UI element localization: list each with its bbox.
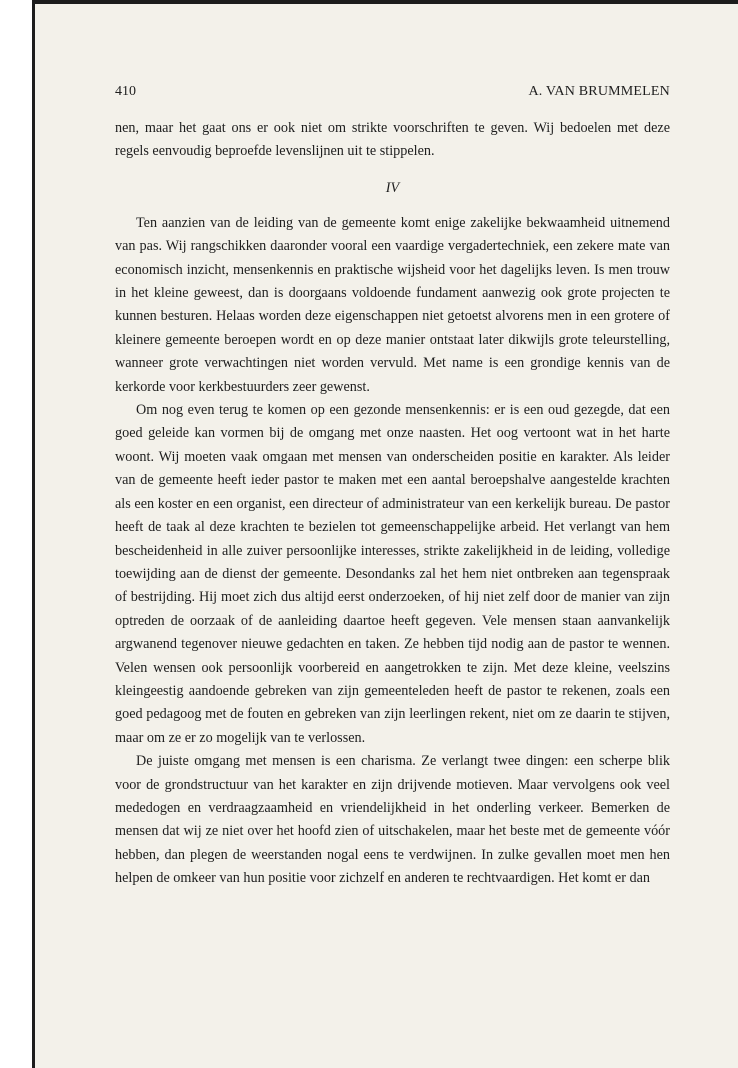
paragraph-continuation: nen, maar het gaat ons er ook niet om strikte voorschriften te geven. Wij bedoelen met deze regels eenvoudig beproefde levenslijnen uit te stippelen. — [115, 120, 670, 160]
paragraph-charisma: De juiste omgang met mensen is een charisma. Ze verlangt twee dingen: een scherpe blik voor de grondstructuur van het karakter en zijn drijvende motieven. Maar vervolgens ook veel mededogen en verdraagzaamheid en vriendelijkheid in het onderling verkeer. Bemerken de mensen dat wij ze niet over het hoofd zien of uitschakelen, maar het beste met de gemeente vóór hebben, dan plegen de weerstanden nogal eens te verdwijnen. In zulke gevallen moet men hen helpen de omkeer van hun positie voor zichzelf en anderen te rechtvaardigen. Het komt er dan — [115, 753, 670, 887]
running-head — [115, 84, 670, 104]
body-text — [115, 117, 670, 891]
paragraph-human-knowledge: Om nog even terug te komen op een gezonde mensenkennis: er is een oud gezegde, dat een goed geleide kan vormen bij de omgang met onze naasten. Het oog vertoont wat in het harte woont. Wij moeten vaak omgaan met mensen van onderscheiden positie en karakter. Als leider van de gemeente heeft ieder pastor te maken met een aantal beroepshalve aangestelde krachten als een koster en een organist, een directeur of administrateur van een kerkelijk bureau. De pastor heeft de taak al deze krachten te bezielen tot gemeenschappelijke arbeid. Het verlangt van hem bescheidenheid in alle zuiver persoonlijke interesses, strikte zakelijkheid in de leiding, volledige toewijding aan de dienst der gemeente. Desondanks zal het hem niet ontbreken aan tegenspraak of bestrijding. Hij moet zich dus altijd eerst onderzoeken, of hij niet zelf door de manier van zijn optreden de oorzaak of de aanleiding daartoe heeft gegeven. Vele mensen staan aanvankelijk argwanend tegenover nieuwe gedachten en taken. Ze hebben tijd nodig aan de pastor te wennen. Velen wensen ook persoonlijk voorbereid en aangetrokken te zijn. Met deze kleine, veelszins kleingeestig aandoende gebreken van zijn gemeenteleden heeft de pastor te rekenen, zoals een goed pedagoog met de fouten en gebreken van zijn leerlingen rekent, niet om ze daarin te stijven, maar om ze er zo mogelijk van te verlossen. — [115, 402, 670, 746]
author-running-title: A. VAN BRUMMELEN — [528, 84, 670, 99]
section-heading: IV — [385, 179, 400, 196]
page-number: 410 — [115, 84, 136, 99]
paragraph-leadership: Ten aanzien van de leiding van de gemeente komt enige zakelijke bekwaamheid uitnemend van pas. Wij rangschikken daaronder vooral een vaardige vergadertechniek, een zekere mate van economisch inzicht, mensenkennis en praktische wijsheid voor het dagelijks leven. Is men trouw in het kleine geweest, dan is doorgaans voldoende fundament aanwezig ook grote projecten te kunnen besturen. Helaas worden deze eigenschappen niet getoetst alvorens men in een grotere of kleinere gemeente beroepen wordt en op deze manier ontstaat later dikwijls grote teleurstelling, wanneer grote verwachtingen niet worden vervuld. Met name is een grondige kennis van de kerkorde voor kerkbestuurders zeer gewenst. — [115, 214, 670, 395]
